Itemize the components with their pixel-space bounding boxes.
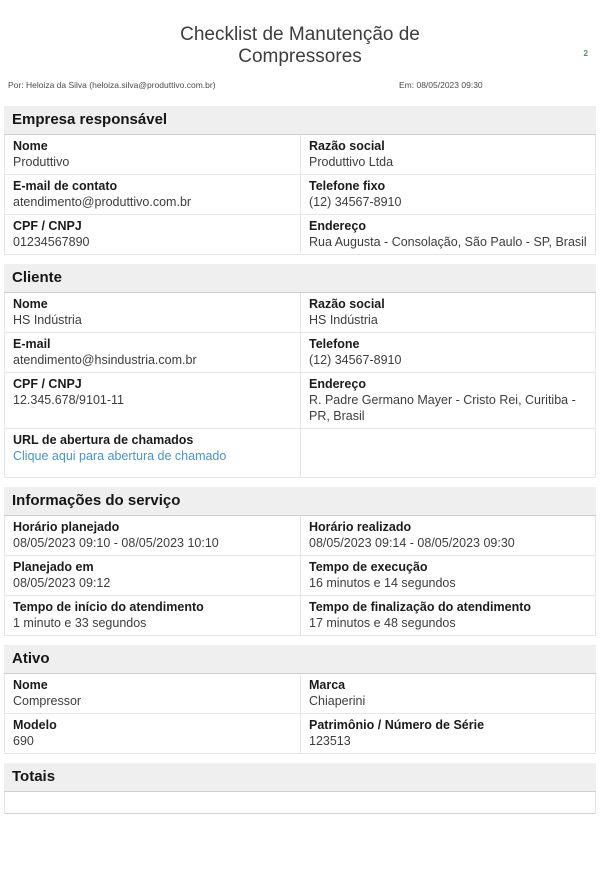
field-cell [5, 429, 300, 477]
section-title: Cliente [4, 264, 596, 293]
field-cell [300, 596, 595, 635]
field-value: 08/05/2023 09:14 - 08/05/2023 09:30 [309, 536, 515, 550]
field-cell [300, 516, 595, 555]
field-cell [5, 373, 300, 428]
field-label: Telefone [309, 337, 360, 351]
field-value: atendimento@hsindustria.com.br [13, 353, 197, 367]
section-totais [4, 763, 596, 814]
field-cell [5, 516, 300, 555]
field-label: Nome [13, 678, 48, 692]
field-row [5, 293, 595, 333]
field-label: Patrimônio / Número de Série [309, 718, 485, 732]
field-cell [300, 135, 595, 174]
field-value: (12) 34567-8910 [309, 195, 402, 209]
field-value: atendimento@produttivo.com.br [13, 195, 192, 209]
field-cell [300, 293, 595, 332]
sections [4, 106, 596, 814]
field-cell [5, 556, 300, 595]
field-cell [300, 373, 595, 428]
page-number: 2 [583, 49, 588, 58]
field-label: E-mail [13, 337, 51, 351]
field-row [5, 429, 595, 478]
field-label: Tempo de início do atendimento [13, 600, 204, 614]
section-cliente [4, 264, 596, 478]
field-cell [5, 135, 300, 174]
section-table [4, 293, 596, 478]
page-title: Checklist de Manutenção de Compressores [180, 24, 420, 67]
field-cell [5, 714, 300, 753]
field-cell [300, 714, 595, 753]
field-label: Razão social [309, 297, 385, 311]
field-label: URL de abertura de chamados [13, 433, 194, 447]
field-value: 17 minutos e 48 segundos [309, 616, 456, 630]
field-label: Planejado em [13, 560, 94, 574]
field-cell [300, 175, 595, 214]
field-value: 08/05/2023 09:10 - 08/05/2023 10:10 [13, 536, 219, 550]
field-label: Nome [13, 297, 48, 311]
field-value: Chiaperini [309, 694, 366, 708]
report-author: Por: Heloiza da Silva (heloiza.silva@produttivo.com.br) [8, 80, 216, 90]
field-value: 12.345.678/9101-11 [13, 393, 124, 407]
field-label: Tempo de execução [309, 560, 428, 574]
field-cell [5, 596, 300, 635]
field-row [5, 516, 595, 556]
field-row [5, 333, 595, 373]
field-cell [5, 674, 300, 713]
section-table [4, 135, 596, 255]
field-value: HS Indústria [309, 313, 378, 327]
section-title: Totais [4, 763, 596, 792]
section-ativo [4, 645, 596, 754]
section-table [4, 674, 596, 754]
open-ticket-link[interactable]: Clique aqui para abertura de chamado [13, 449, 227, 463]
field-label: Horário realizado [309, 520, 412, 534]
field-label: Marca [309, 678, 346, 692]
field-value: Produttivo [13, 155, 70, 169]
field-label: Razão social [309, 139, 385, 153]
field-label: Telefone fixo [309, 179, 386, 193]
report-datetime: Em: 08/05/2023 09:30 [399, 80, 483, 90]
field-cell [300, 215, 595, 254]
field-value: (12) 34567-8910 [309, 353, 402, 367]
field-cell [5, 175, 300, 214]
field-value: Rua Augusta - Consolação, São Paulo - SP, Brasil [309, 235, 587, 249]
field-value: 08/05/2023 09:12 [13, 576, 111, 590]
field-cell [5, 333, 300, 372]
field-value: Produttivo Ltda [309, 155, 394, 169]
report-meta [0, 80, 600, 91]
field-label: CPF / CNPJ [13, 219, 82, 233]
field-row [5, 175, 595, 215]
field-value: HS Indústria [13, 313, 82, 327]
field-value: 1 minuto e 33 segundos [13, 616, 147, 630]
field-value: 690 [13, 734, 34, 748]
field-label: E-mail de contato [13, 179, 118, 193]
field-label: Nome [13, 139, 48, 153]
field-label: Horário planejado [13, 520, 120, 534]
field-cell [5, 215, 300, 254]
section-empresa-responsavel [4, 106, 596, 255]
field-value: 01234567890 [13, 235, 90, 249]
field-value: 123513 [309, 734, 351, 748]
field-cell [300, 556, 595, 595]
field-row [5, 373, 595, 429]
field-row [5, 714, 595, 754]
field-cell [300, 333, 595, 372]
section-table [4, 792, 596, 814]
section-title: Informações do serviço [4, 487, 596, 516]
field-value: 16 minutos e 14 segundos [309, 576, 456, 590]
field-row [5, 596, 595, 636]
section-title: Empresa responsável [4, 106, 596, 135]
field-value: Compressor [13, 694, 82, 708]
field-cell [300, 674, 595, 713]
field-label: Modelo [13, 718, 57, 732]
field-label: Endereço [309, 377, 366, 391]
section-informacoes-servico [4, 487, 596, 636]
field-row [5, 215, 595, 255]
field-row [5, 674, 595, 714]
field-label: Endereço [309, 219, 366, 233]
field-row [5, 135, 595, 175]
empty-cell [300, 429, 595, 477]
section-table [4, 516, 596, 636]
field-label: Tempo de finalização do atendimento [309, 600, 532, 614]
field-cell [5, 293, 300, 332]
section-title: Ativo [4, 645, 596, 674]
field-value: R. Padre Germano Mayer - Cristo Rei, Curitiba - PR, Brasil [309, 393, 576, 423]
empty-totals-row [5, 792, 595, 814]
field-label: CPF / CNPJ [13, 377, 82, 391]
field-row [5, 556, 595, 596]
